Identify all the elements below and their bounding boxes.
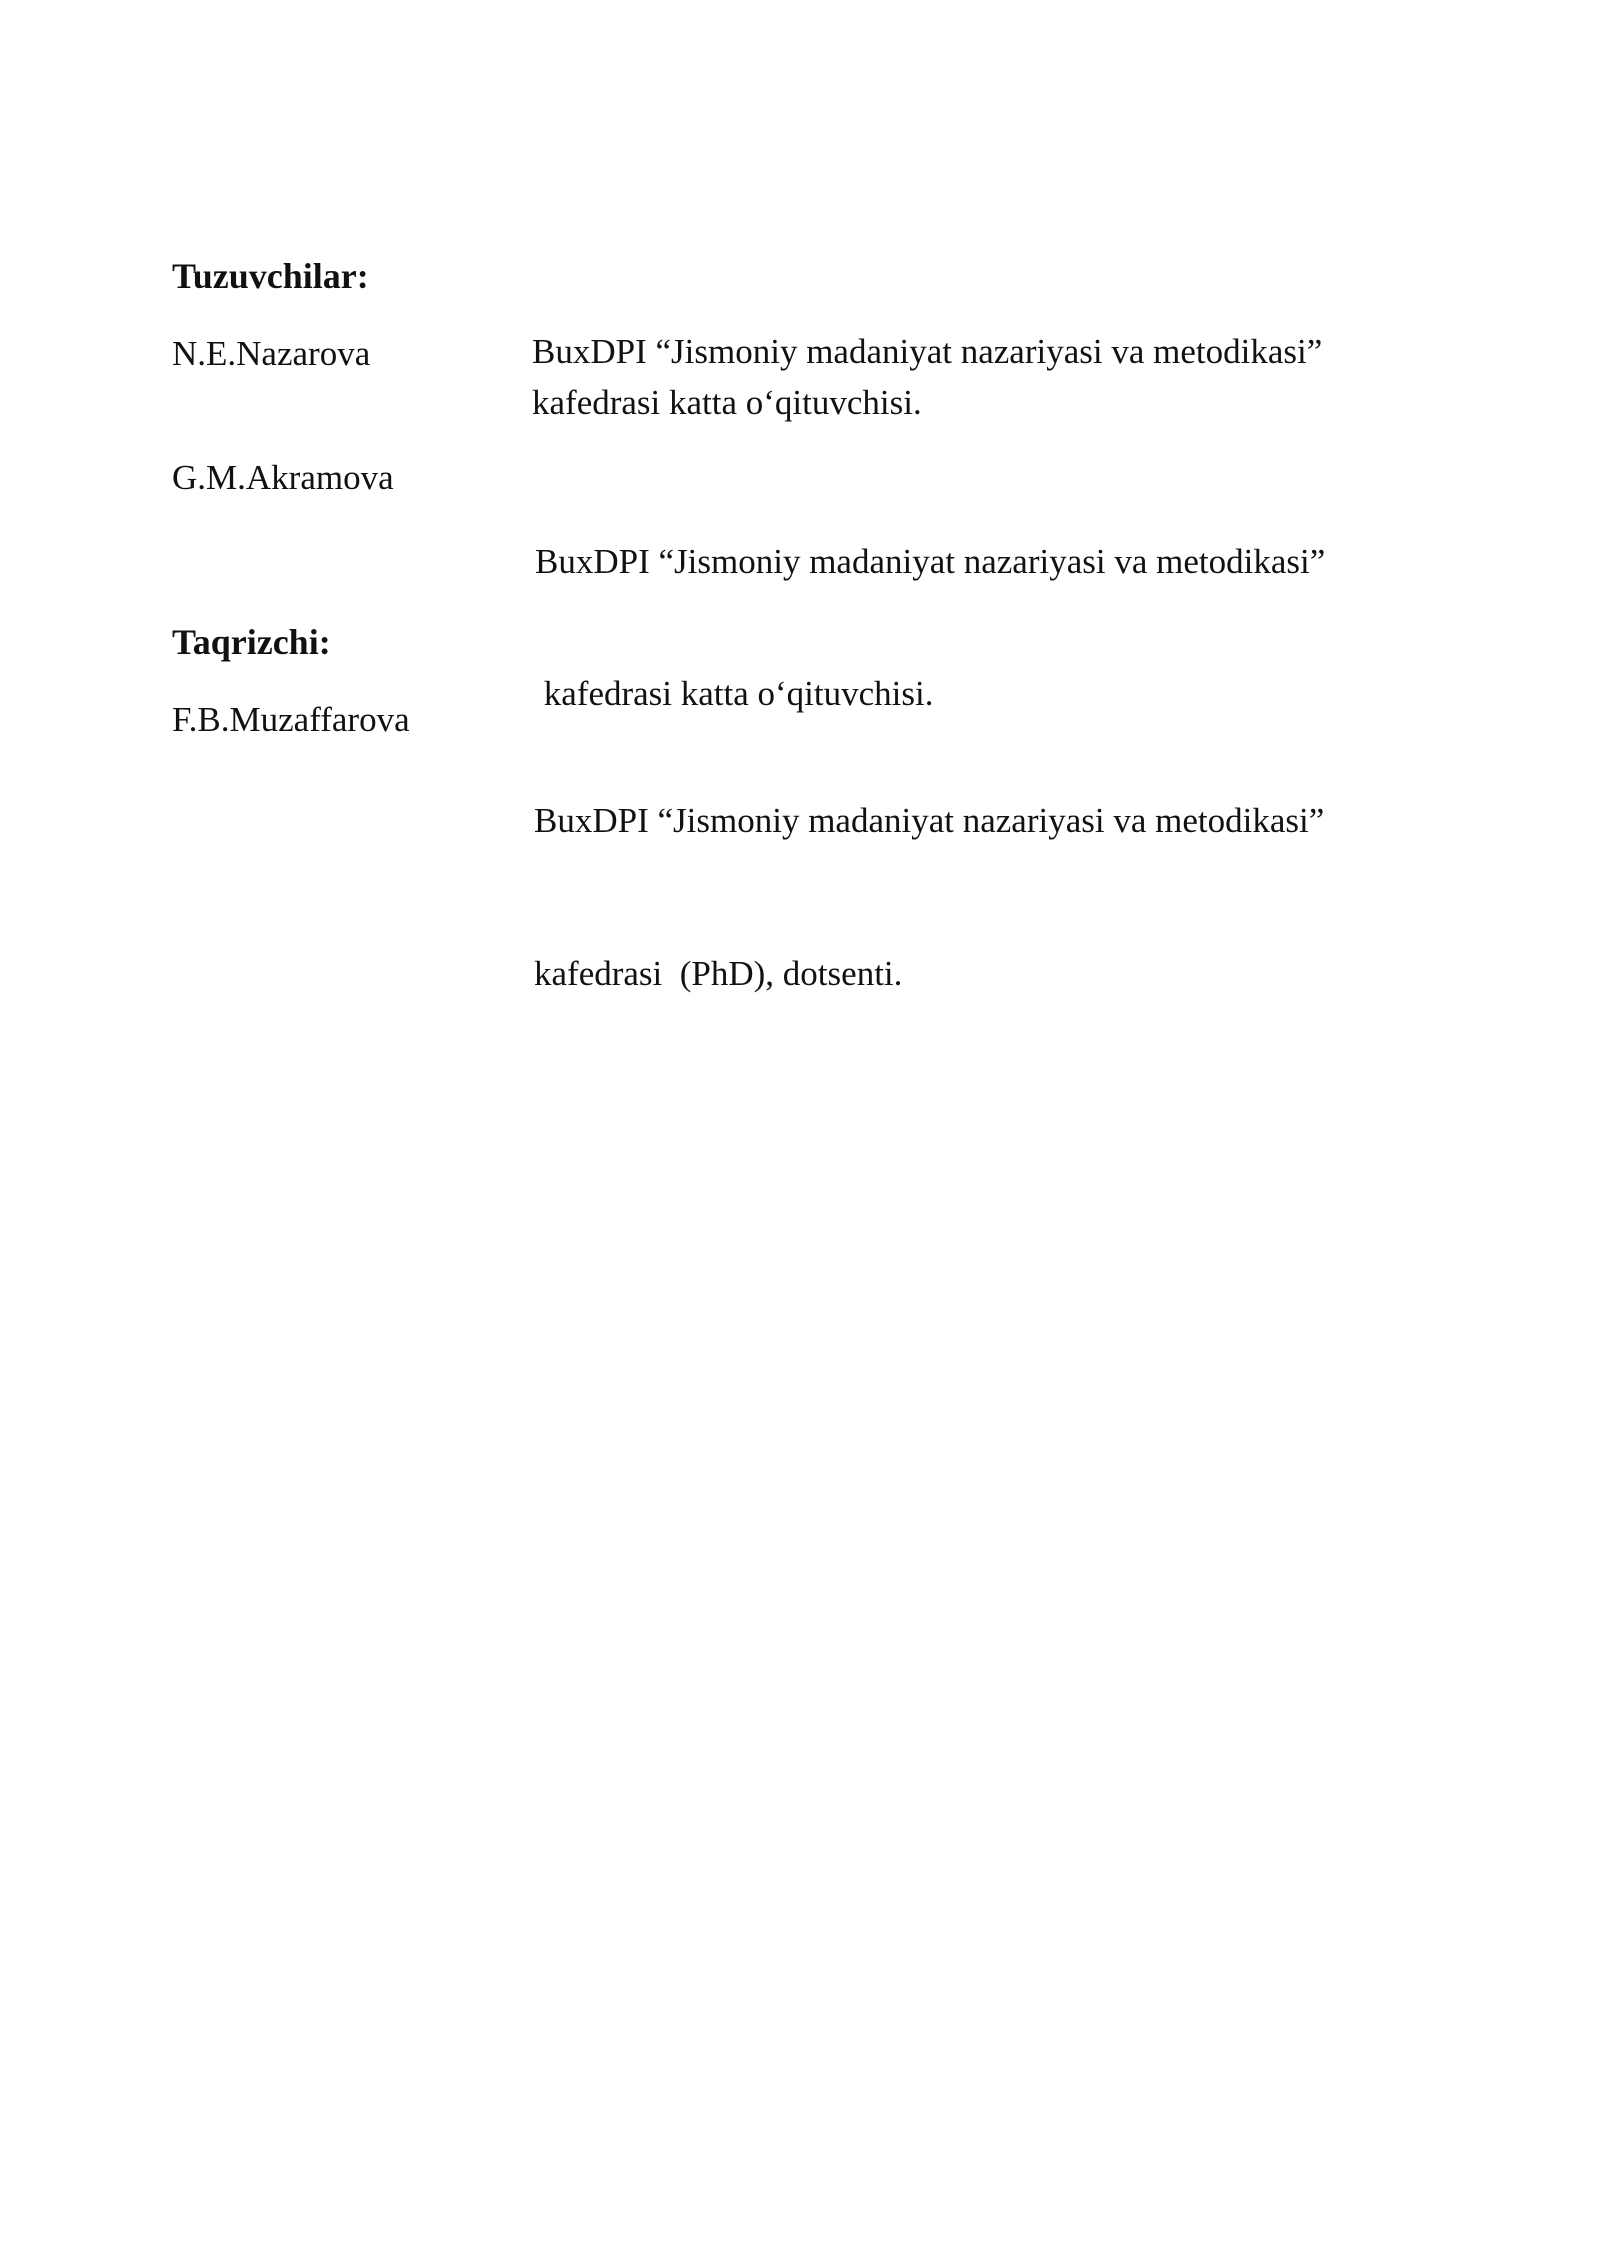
reviewer-name: F.B.Muzaffarova bbox=[172, 700, 410, 739]
compiler-name: G.M.Akramova bbox=[172, 458, 394, 497]
compilers-heading: Tuzuvchilar: bbox=[172, 256, 369, 296]
affiliation-line: kafedrasi (PhD), dotsenti. bbox=[534, 954, 903, 993]
affiliation-line: kafedrasi katta o‘qituvchisi. bbox=[532, 383, 922, 422]
reviewer-affiliation bbox=[534, 693, 1324, 1101]
compiler-affiliation bbox=[532, 326, 1322, 428]
compiler-name: N.E.Nazarova bbox=[172, 334, 371, 373]
affiliation-line: kafedrasi katta o‘qituvchisi. bbox=[535, 674, 934, 713]
affiliation-line: BuxDPI “Jismoniy madaniyat nazariyasi va metodikasi” bbox=[534, 801, 1325, 840]
affiliation-line: BuxDPI “Jismoniy madaniyat nazariyasi va metodikasi” bbox=[532, 332, 1323, 371]
reviewer-heading: Taqrizchi: bbox=[172, 622, 331, 662]
affiliation-line: BuxDPI “Jismoniy madaniyat nazariyasi va metodikasi” bbox=[535, 542, 1326, 581]
